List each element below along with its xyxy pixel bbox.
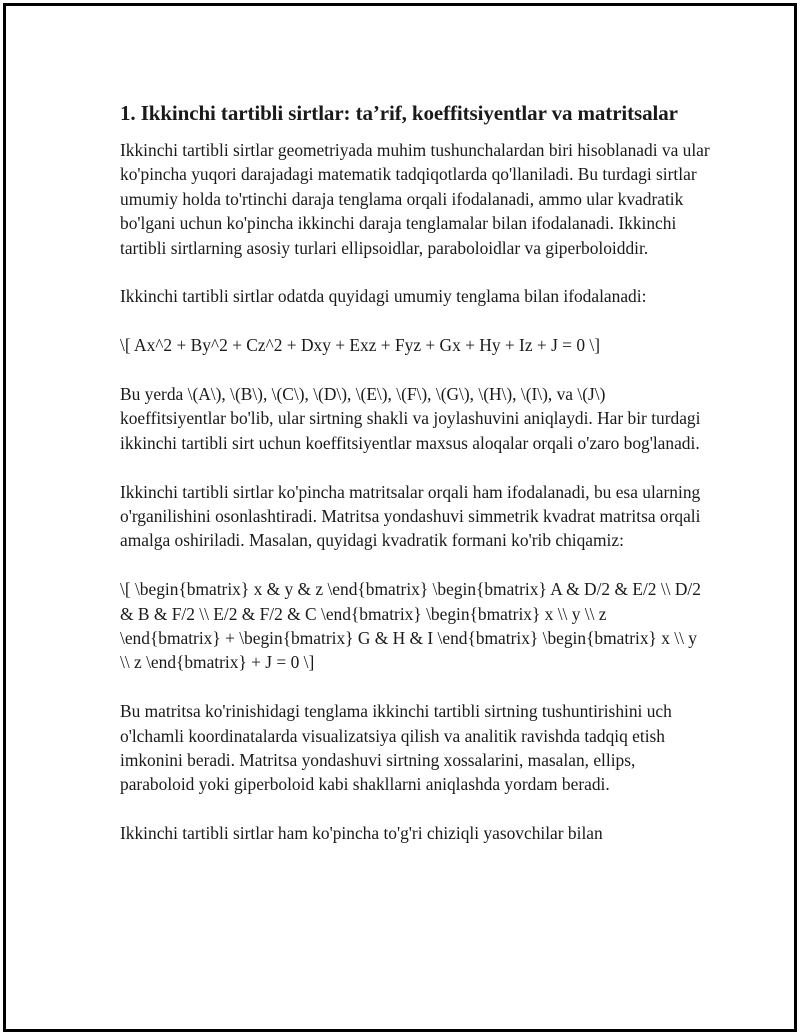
paragraph-matrix-explanation: Bu matritsa ko'rinishidagi tenglama ikkinchi tartibli sirtning tushuntirishini uch o'lchamli koordinatalarda visualizatsiya qilish va analitik ravishda tadqiq etish imkonini beradi. Matritsa yondashuvi sirtning xossalarini, masalan, ellips, paraboloid yoki giperboloid kabi shakllarni aniqlashda yordam beradi. bbox=[120, 701, 672, 795]
paragraph-general-equation-intro: Ikkinchi tartibli sirtlar odatda quyidagi umumiy tenglama bilan ifodalanadi: bbox=[120, 286, 647, 307]
document-body bbox=[120, 99, 710, 870]
paragraph-ruled-surfaces: Ikkinchi tartibli sirtlar ham ko'pincha to'g'ri chiziqli yasovchilar bilan bbox=[120, 823, 603, 844]
page-frame bbox=[3, 3, 797, 1032]
paragraph-matrix-intro: Ikkinchi tartibli sirtlar ko'pincha matritsalar orqali ham ifodalanadi, bu esa ularning o'rganilishini osonlashtiradi. Matritsa yondashuvi simmetrik kvadrat matritsa orqali amalga oshiriladi. Masalan, quyidagi kvadratik formani ko'rib chiqamiz: bbox=[120, 481, 701, 551]
paragraph-intro: Ikkinchi tartibli sirtlar geometriyada muhim tushunchalardan biri hisoblanadi va ular ko'pincha yuqori darajadagi matematik tadqiqotlarda qo'llaniladi. Bu turdagi sirtlar umumiy holda to'rtinchi daraja tenglama orqali ifodalanadi, ammo ular kvadratik bo'lgani uchun ko'pincha ikkinchi daraja tenglamalar bilan ifodalanadi. Ikkinchi tartibli sirtlarning asosiy turlari ellipsoidlar, paraboloidlar va giperboloiddir. bbox=[120, 140, 710, 258]
matrix-equation: \[ \begin{bmatrix} x & y & z \end{bmatrix} \begin{bmatrix} A & D/2 & E/2 \\ D/2 & B & F/2 \\ E/2 & F/2 & C \end{bmatrix} \begin{bmatrix} x \\ y \\ z \end{bmatrix} + \begin{bmatrix} G & H & I \end{bmatrix} \begin{bmatrix} x \\ y \\ z \end{bmatrix} + J = 0 \] bbox=[120, 579, 701, 673]
paragraph-coefficients: Bu yerda \(A\), \(B\), \(C\), \(D\), \(E\), \(F\), \(G\), \(H\), \(I\), va \(J\) koeffitsiyentlar bo'lib, ular sirtning shakli va joylashuvini aniqlaydi. Har bir turdagi ikkinchi tartibli sirt uchun koeffitsiyentlar maxsus aloqalar orqali o'zaro bog'lanadi. bbox=[120, 384, 701, 453]
section-heading: 1. Ikkinchi tartibli sirtlar: ta’rif, koeffitsiyentlar va matritsalar bbox=[120, 101, 678, 125]
general-equation: \[ Ax^2 + By^2 + Cz^2 + Dxy + Exz + Fyz + Gx + Hy + Iz + J = 0 \] bbox=[120, 335, 600, 356]
